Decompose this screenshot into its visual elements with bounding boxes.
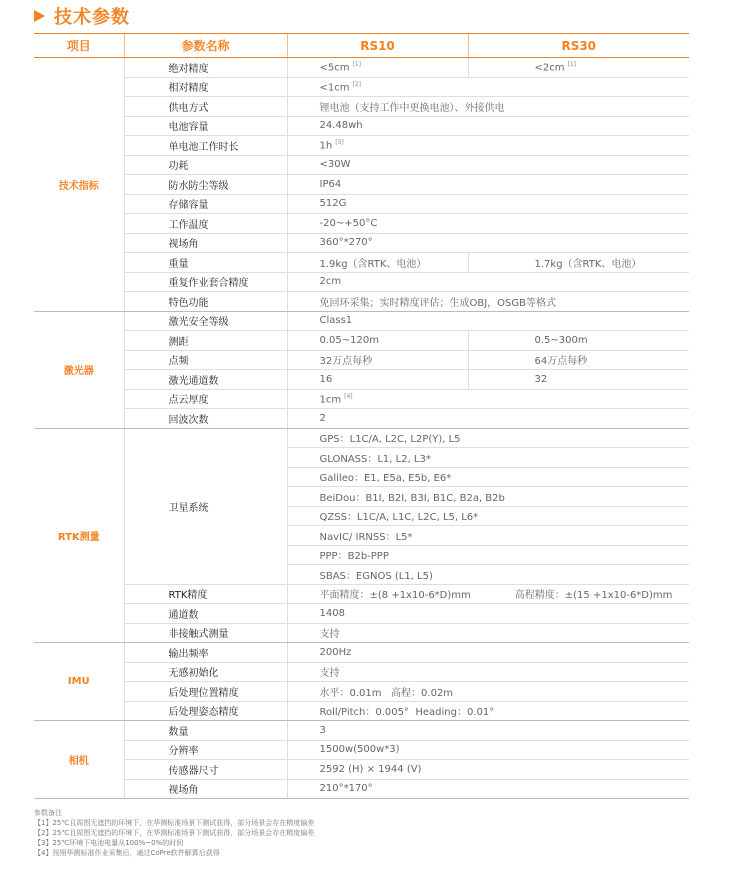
- table-row: [34, 604, 689, 624]
- table-row: [34, 77, 689, 97]
- param-name: 测距: [124, 331, 287, 351]
- category-camera: 相机: [34, 721, 124, 799]
- footnotes: [34, 808, 314, 858]
- param-name: 无感初始化: [124, 662, 287, 682]
- footnote-ref: [3]: [335, 139, 344, 147]
- table-row: [34, 584, 689, 604]
- param-name: 激光安全等级: [124, 311, 287, 331]
- param-value: 1408: [287, 604, 689, 624]
- param-value: 3: [287, 721, 689, 741]
- param-name: 传感器尺寸: [124, 760, 287, 780]
- param-value: 水平：0.01m 高程：0.02m: [287, 682, 689, 702]
- param-value: 支持: [287, 662, 689, 682]
- param-value: 2: [287, 409, 689, 429]
- param-value: 2cm: [287, 272, 689, 292]
- param-name: 后处理位置精度: [124, 682, 287, 702]
- param-name: 分辨率: [124, 740, 287, 760]
- param-value: IP64: [287, 175, 689, 195]
- param-value: <30W: [287, 155, 689, 175]
- param-value: 200Hz: [287, 643, 689, 663]
- param-name: 重复作业套合精度: [124, 272, 287, 292]
- param-name: 单电池工作时长: [124, 136, 287, 156]
- param-value-rs30: 32: [468, 370, 689, 390]
- table-row: [34, 175, 689, 195]
- header-param-name: 参数名称: [124, 34, 287, 58]
- table-row: [34, 428, 689, 448]
- param-value-rs30: <2cm [1]: [468, 58, 689, 78]
- table-row: [34, 233, 689, 253]
- param-value-rs10: 16: [287, 370, 468, 390]
- table-row: [34, 682, 689, 702]
- param-value-rs30: 1.7kg（含RTK、电池）: [468, 253, 689, 273]
- table-row: [34, 760, 689, 780]
- rtk-accuracy-vertical: 高程精度：±(15 +1x10-6*D)mm: [514, 590, 673, 602]
- param-name: 回波次数: [124, 409, 287, 429]
- table-row: [34, 623, 689, 643]
- footnote-item: 【3】25℃环境下电池电量从100%~0%的时间: [34, 839, 184, 847]
- param-name: 卫星系统: [124, 428, 287, 584]
- param-name: 重量: [124, 253, 287, 273]
- param-value: 1h [3]: [287, 136, 689, 156]
- table-row: [34, 370, 689, 390]
- footnotes-title: 参数备注: [34, 809, 62, 817]
- footnote-ref: [2]: [352, 80, 361, 88]
- table-row: [34, 97, 689, 117]
- param-value: 360°*270°: [287, 233, 689, 253]
- table-row: [34, 350, 689, 370]
- table-row: [34, 194, 689, 214]
- satellite-item: PPP：B2b-PPP: [287, 545, 689, 565]
- satellite-item: GPS：L1C/A, L2C, L2P(Y), L5: [287, 428, 689, 448]
- table-row: [34, 643, 689, 663]
- param-value: 免回环采集；实时精度评估；生成OBJ，OSGB等格式: [287, 292, 689, 312]
- param-name: RTK精度: [124, 584, 287, 604]
- param-value-rs10: <5cm [1]: [287, 58, 468, 78]
- param-name: 相对精度: [124, 77, 287, 97]
- category-imu: IMU: [34, 643, 124, 721]
- title-text: 技术参数: [54, 7, 130, 28]
- satellite-item: QZSS：L1C/A, L1C, L2C, L5, L6*: [287, 506, 689, 526]
- table-row: [34, 779, 689, 799]
- param-name: 点云厚度: [124, 389, 287, 409]
- footnote-item: 【2】25℃且周围无遮挡的环境下，在华测标准场景下测试获得，部分场景会存在精度偏差: [34, 829, 315, 837]
- param-name: 输出频率: [124, 643, 287, 663]
- param-name: 点频: [124, 350, 287, 370]
- table-row: [34, 58, 689, 78]
- param-value: 210°*170°: [287, 779, 689, 799]
- satellite-item: Galileo：E1, E5a, E5b, E6*: [287, 467, 689, 487]
- footnote-ref: [1]: [352, 61, 361, 69]
- param-value: Roll/Pitch：0.005° Heading：0.01°: [287, 701, 689, 721]
- param-name: 视场角: [124, 779, 287, 799]
- table-row: [34, 292, 689, 312]
- table-row: [34, 331, 689, 351]
- param-value: [287, 584, 689, 604]
- table-row: [34, 116, 689, 136]
- param-value: 支持: [287, 623, 689, 643]
- category-tech: 技术指标: [34, 58, 124, 312]
- spec-table: [34, 33, 689, 799]
- param-name: 绝对精度: [124, 58, 287, 78]
- param-name: 供电方式: [124, 97, 287, 117]
- param-value: 锂电池（支持工作中更换电池）、外接供电: [287, 97, 689, 117]
- table-row: [34, 272, 689, 292]
- param-value-rs10: 1.9kg（含RTK、电池）: [287, 253, 468, 273]
- header-item: 项目: [34, 34, 124, 58]
- satellite-item: SBAS：EGNOS (L1, L5): [287, 565, 689, 585]
- header-row: [34, 34, 689, 58]
- table-row: [34, 701, 689, 721]
- param-name: 视场角: [124, 233, 287, 253]
- footnote-item: 【1】25℃且周围无遮挡的环境下，在华测标准场景下测试获得，部分场景会存在精度偏差: [34, 819, 315, 827]
- param-value-rs10: 32万点每秒: [287, 350, 468, 370]
- header-rs10: RS10: [287, 34, 468, 58]
- param-name: 防水防尘等级: [124, 175, 287, 195]
- satellite-item: BeiDou：B1I, B2I, B3I, B1C, B2a, B2b: [287, 487, 689, 507]
- param-value-rs30: 64万点每秒: [468, 350, 689, 370]
- param-value: <1cm [2]: [287, 77, 689, 97]
- param-value: 512G: [287, 194, 689, 214]
- header-rs30: RS30: [468, 34, 689, 58]
- param-value: 1500w(500w*3): [287, 740, 689, 760]
- param-value-rs10: 0.05~120m: [287, 331, 468, 351]
- param-value-rs30: 0.5~300m: [468, 331, 689, 351]
- table-row: [34, 409, 689, 429]
- param-name: 后处理姿态精度: [124, 701, 287, 721]
- satellite-item: NavIC/ IRNSS：L5*: [287, 526, 689, 546]
- category-laser: 激光器: [34, 311, 124, 428]
- param-name: 激光通道数: [124, 370, 287, 390]
- footnote-item: 【4】按照华测标准作业采集后，通过CoPre软件解算后获得: [34, 849, 220, 857]
- rtk-accuracy-horizontal: 平面精度：±(8 +1x10-6*D)mm: [319, 590, 471, 602]
- param-name: 工作温度: [124, 214, 287, 234]
- param-value: Class1: [287, 311, 689, 331]
- param-value: 24.48wh: [287, 116, 689, 136]
- param-name: 非接触式测量: [124, 623, 287, 643]
- table-row: [34, 389, 689, 409]
- footnote-ref: [4]: [344, 392, 353, 400]
- param-name: 功耗: [124, 155, 287, 175]
- table-row: [34, 311, 689, 331]
- table-row: [34, 253, 689, 273]
- table-row: [34, 662, 689, 682]
- param-name: 特色功能: [124, 292, 287, 312]
- category-rtk: RTK测量: [34, 428, 124, 643]
- param-value: -20~+50°C: [287, 214, 689, 234]
- satellite-item: GLONASS：L1, L2, L3*: [287, 448, 689, 468]
- param-value: 1cm [4]: [287, 389, 689, 409]
- arrow-right-icon: [34, 10, 45, 22]
- section-title: [34, 3, 130, 29]
- param-name: 存储容量: [124, 194, 287, 214]
- param-name: 通道数: [124, 604, 287, 624]
- table-row: [34, 214, 689, 234]
- param-value: 2592 (H) × 1944 (V): [287, 760, 689, 780]
- table-row: [34, 740, 689, 760]
- param-name: 数量: [124, 721, 287, 741]
- param-name: 电池容量: [124, 116, 287, 136]
- table-row: [34, 136, 689, 156]
- footnote-ref: [1]: [567, 61, 576, 69]
- table-row: [34, 721, 689, 741]
- table-row: [34, 155, 689, 175]
